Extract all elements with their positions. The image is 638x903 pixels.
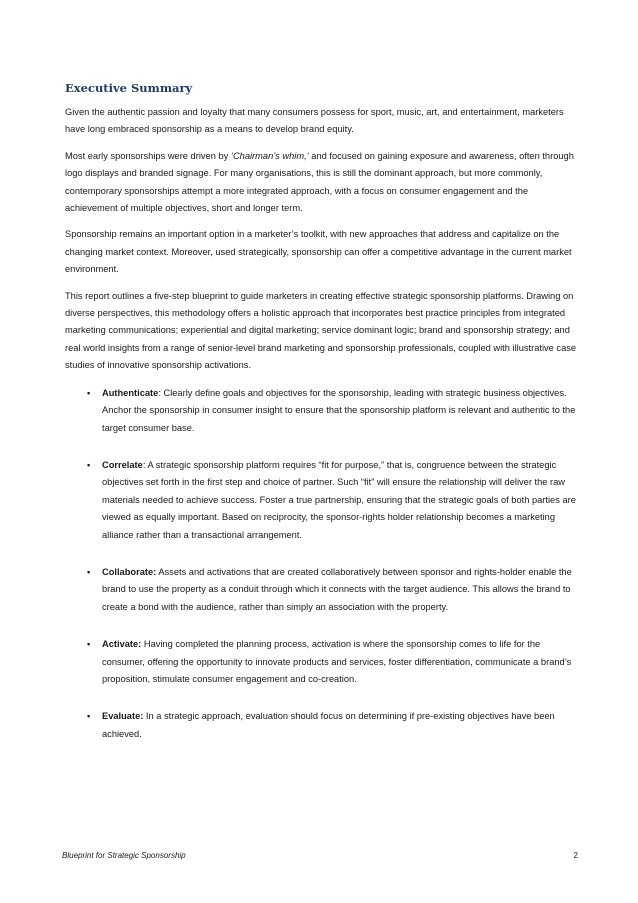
bullet-dot: • (87, 639, 91, 650)
bullet-collaborate (65, 564, 577, 616)
bullet-dot: • (87, 459, 91, 470)
page-footer (62, 851, 578, 865)
bullet-dot: • (87, 387, 91, 398)
bullet-term: Authenticate (102, 387, 159, 398)
paragraph-text: Most early sponsorships were driven by (65, 150, 231, 161)
paragraph-blueprint: This report outlines a five-step blueprint to guide marketers in creating effective strategic sponsorship platforms. Drawing on diverse perspectives, this methodology offers a holistic approach that incorporates best practice principles from integrated marketing communications; experiential and digital marketing; service dominant logic; brand and sponsorship strategy; and real world insights from a range of senior-level brand marketing and sponsorship professionals, coupled with illustrative case studies of innovative sponsorship activations. (65, 290, 577, 371)
bullet-evaluate (65, 708, 577, 743)
bullet-authenticate (65, 385, 577, 437)
bullet-text: Having completed the planning process, activation is where the sponsorship comes to life for the consumer, offering the opportunity to innovate products and services, foster differentiation, communicate a brand’s proposition, stimulate consumer engagement and co-creation. (102, 639, 572, 684)
bullet-term: Collaborate: (102, 566, 157, 577)
italic-quote: ‘Chairman’s whim,’ (230, 150, 309, 161)
page-number: 2 (573, 851, 578, 860)
bullet-text: In a strategic approach, evaluation should focus on determining if pre-existing objectives have been achieved. (102, 711, 555, 739)
paragraph-early-sponsorships (65, 148, 577, 218)
bullet-term: Activate: (102, 639, 142, 650)
paragraph-text: and focused on gaining exposure and awareness, often through logo displays and branded signage. For many organisations, this is still the dominant approach, but more commonly, contemporary sponsorships attempt a more integrated approach, with a focus on consumer engagement and the achievement of multiple objectives, short and longer term. (65, 150, 574, 214)
bullet-term: Correlate (102, 459, 143, 470)
section-heading: Executive Summary (65, 81, 193, 95)
bullet-dot: • (87, 711, 91, 722)
page-content (65, 80, 577, 763)
bullet-text: : Clearly define goals and objectives for the sponsorship, leading with strategic business objectives. Anchor the sponsorship in consumer insight to ensure that the sponsorship platform is relevant and authentic to the target consumer base. (102, 387, 576, 433)
bullet-dot: • (87, 566, 91, 577)
paragraph-intro: Given the authentic passion and loyalty that many consumers possess for sport, music, art, and entertainment, marketers have long embraced sponsorship as a means to develop brand equity. (65, 107, 564, 135)
bullet-text: Assets and activations that are created collaboratively between sponsor and rights-holder enable the brand to use the property as a conduit through which it connects with the target audience. This allows the brand to create a bond with the audience, rather than simply an association with the property. (102, 566, 572, 612)
bullet-activate (65, 636, 577, 688)
paragraph-toolkit: Sponsorship remains an important option in a marketer’s toolkit, with new approaches that address and capitalize on the changing market context. Moreover, used strategically, sponsorship can offer a competitive advantage in the current market environment. (65, 229, 572, 275)
bullet-text: : A strategic sponsorship platform requires “fit for purpose,” that is, congruence between the strategic objectives set forth in the first step and choice of partner. Such “fit” will ensure the relationship will deliver the raw materials needed to achieve success. Foster a true partnership, ensuring that the strategic goals of both parties are viewed as equally important. Based on reciprocity, the sponsor-rights holder relationship becomes a marketing alliance rather than a transactional arrangement. (102, 459, 576, 540)
bullet-term: Evaluate: (102, 711, 144, 722)
footer-document-title: Blueprint for Strategic Sponsorship (62, 851, 186, 860)
bullet-correlate (65, 457, 577, 544)
bullet-list (65, 385, 577, 744)
